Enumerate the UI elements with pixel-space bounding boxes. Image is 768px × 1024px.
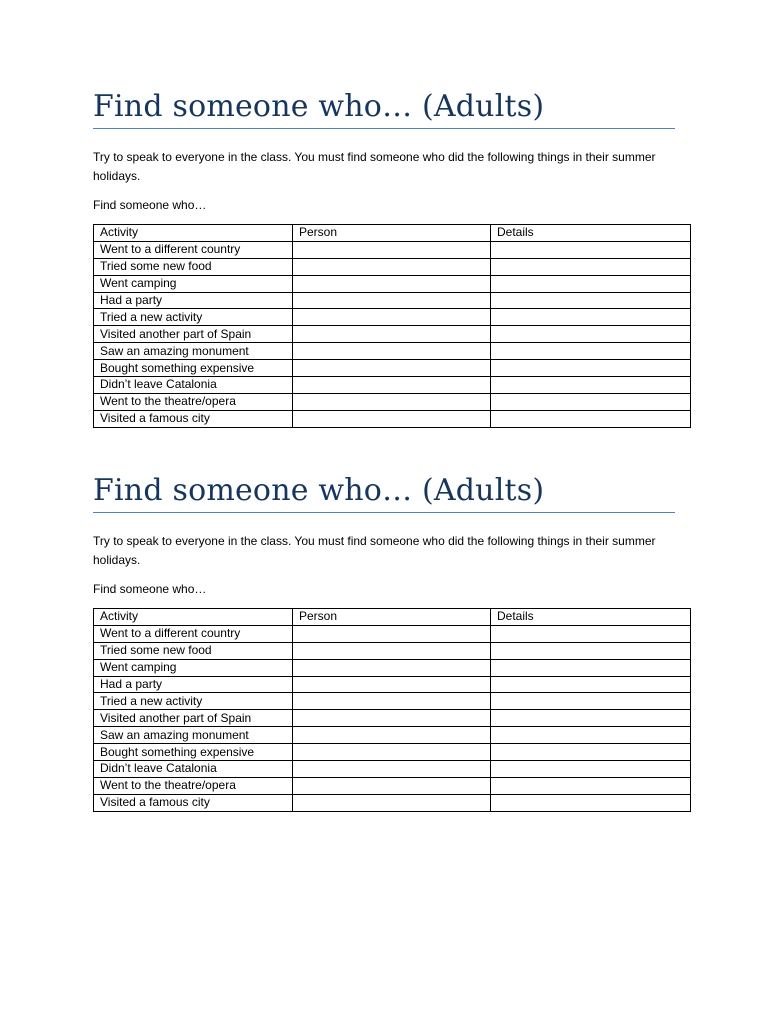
table-row [94,659,691,676]
person-cell[interactable] [293,343,491,360]
table-row [94,761,691,778]
activity-cell: Went camping [94,275,293,292]
table-row [94,693,691,710]
details-cell[interactable] [491,642,691,659]
person-cell[interactable] [293,275,491,292]
activity-cell: Visited another part of Spain [94,326,293,343]
person-cell[interactable] [293,710,491,727]
activity-cell: Didn’t leave Catalonia [94,761,293,778]
details-cell[interactable] [491,309,691,326]
activity-cell: Tried some new food [94,642,293,659]
activity-table [93,224,691,428]
details-cell[interactable] [491,710,691,727]
activity-cell: Went camping [94,659,293,676]
details-cell[interactable] [491,744,691,761]
person-cell[interactable] [293,727,491,744]
table-row [94,777,691,794]
person-cell[interactable] [293,393,491,410]
details-cell[interactable] [491,258,691,275]
table-row [94,292,691,309]
person-cell[interactable] [293,625,491,642]
activity-cell: Saw an amazing monument [94,727,293,744]
person-cell[interactable] [293,360,491,377]
lead-text: Find someone who… [93,198,207,212]
activity-cell: Tried a new activity [94,693,293,710]
activity-cell: Went to the theatre/opera [94,393,293,410]
details-cell[interactable] [491,292,691,309]
table-row [94,710,691,727]
table-row [94,642,691,659]
activity-cell: Visited a famous city [94,410,293,427]
table-row [94,744,691,761]
details-cell[interactable] [491,343,691,360]
header-person: Person [293,225,491,242]
details-cell[interactable] [491,676,691,693]
title-divider [93,128,675,129]
activity-cell: Bought something expensive [94,744,293,761]
worksheet-section [93,88,690,428]
header-activity: Activity [94,225,293,242]
person-cell[interactable] [293,693,491,710]
activity-cell: Went to a different country [94,241,293,258]
person-cell[interactable] [293,292,491,309]
details-cell[interactable] [491,326,691,343]
person-cell[interactable] [293,241,491,258]
header-details: Details [491,609,691,626]
table-row [94,794,691,811]
table-row [94,393,691,410]
table-header-row [94,225,691,242]
activity-cell: Went to the theatre/opera [94,777,293,794]
details-cell[interactable] [491,693,691,710]
lead-text: Find someone who… [93,582,207,596]
table-row [94,377,691,394]
details-cell[interactable] [491,393,691,410]
person-cell[interactable] [293,659,491,676]
details-cell[interactable] [491,410,691,427]
person-cell[interactable] [293,326,491,343]
activity-cell: Had a party [94,292,293,309]
table-row [94,309,691,326]
table-row [94,258,691,275]
activity-cell: Tried some new food [94,258,293,275]
activity-cell: Visited a famous city [94,794,293,811]
table-row [94,241,691,258]
table-row [94,343,691,360]
details-cell[interactable] [491,625,691,642]
activity-table [93,608,691,812]
activity-cell: Didn’t leave Catalonia [94,377,293,394]
details-cell[interactable] [491,241,691,258]
table-row [94,625,691,642]
person-cell[interactable] [293,777,491,794]
worksheet-title: Find someone who… (Adults) [93,473,545,508]
person-cell[interactable] [293,309,491,326]
table-row [94,410,691,427]
details-cell[interactable] [491,275,691,292]
details-cell[interactable] [491,794,691,811]
person-cell[interactable] [293,676,491,693]
details-cell[interactable] [491,727,691,744]
details-cell[interactable] [491,360,691,377]
person-cell[interactable] [293,410,491,427]
title-divider [93,512,675,513]
header-details: Details [491,225,691,242]
instructions-text: Try to speak to everyone in the class. You must find someone who did the following things in their summer holidays. [93,150,656,183]
activity-cell: Visited another part of Spain [94,710,293,727]
person-cell[interactable] [293,377,491,394]
activity-cell: Bought something expensive [94,360,293,377]
person-cell[interactable] [293,258,491,275]
person-cell[interactable] [293,794,491,811]
person-cell[interactable] [293,761,491,778]
table-row [94,727,691,744]
table-row [94,326,691,343]
table-row [94,360,691,377]
header-activity: Activity [94,609,293,626]
details-cell[interactable] [491,777,691,794]
person-cell[interactable] [293,642,491,659]
activity-cell: Had a party [94,676,293,693]
activity-cell: Saw an amazing monument [94,343,293,360]
worksheet-section [93,472,690,812]
table-row [94,676,691,693]
details-cell[interactable] [491,659,691,676]
worksheet-title: Find someone who… (Adults) [93,89,545,124]
person-cell[interactable] [293,744,491,761]
details-cell[interactable] [491,761,691,778]
table-header-row [94,609,691,626]
table-row [94,275,691,292]
details-cell[interactable] [491,377,691,394]
header-person: Person [293,609,491,626]
instructions-text: Try to speak to everyone in the class. You must find someone who did the following things in their summer holidays. [93,534,656,567]
activity-cell: Went to a different country [94,625,293,642]
activity-cell: Tried a new activity [94,309,293,326]
